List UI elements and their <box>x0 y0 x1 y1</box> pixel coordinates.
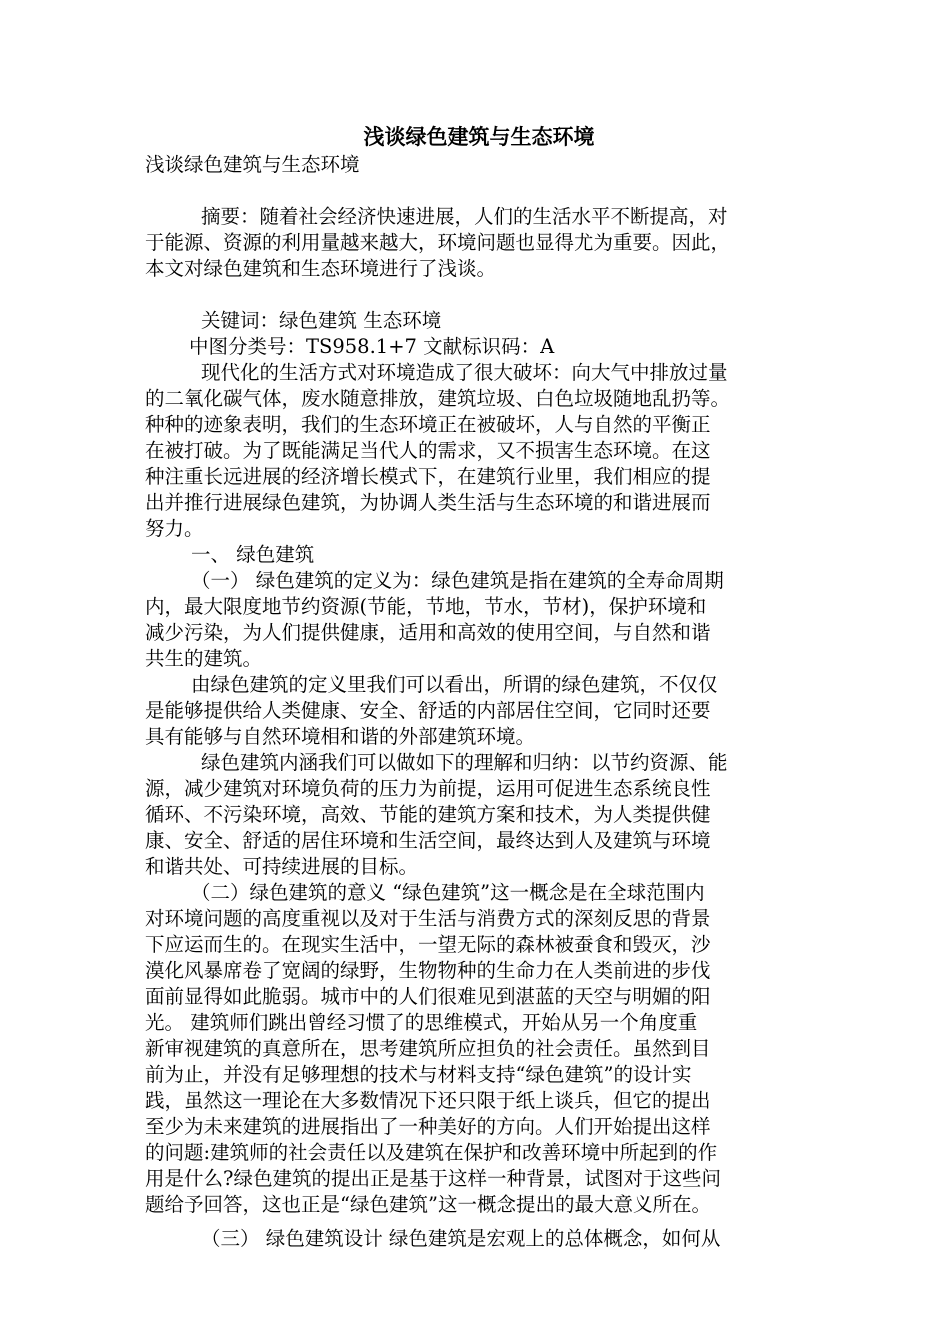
followup-line: 由绿色建筑的定义里我们可以看出，所谓的绿色建筑，不仅仅 <box>191 673 718 696</box>
definition-line: 共生的建筑。 <box>145 647 263 670</box>
significance-line: 前为止，并没有足够理想的技术与材料支持“绿色建筑”的设计实 <box>145 1063 692 1086</box>
significance-line: 面前显得如此脆弱。城市中的人们很难见到湛蓝的天空与明媚的阳 <box>145 985 711 1008</box>
significance-line: 题给予回答，这也正是“绿色建筑”这一概念提出的最大意义所在。 <box>145 1193 711 1216</box>
definition-line: 内，最大限度地节约资源(节能，节地，节水，节材)，保护环境和 <box>145 595 707 618</box>
intro-paragraph <box>145 360 813 542</box>
connotation-line: 和谐共处、可持续进展的目标。 <box>145 855 419 878</box>
abstract-line: 本文对绿色建筑和生态环境进行了浅谈。 <box>145 257 497 280</box>
section-heading: 一、 绿色建筑 <box>191 543 315 566</box>
significance-line: 对环境问题的高度重视以及对于生活与消费方式的深刻反思的背景 <box>145 907 711 930</box>
followup-line: 具有能够与自然环境相和谐的外部建筑环境。 <box>145 725 536 748</box>
intro-line: 种种的迹象表明，我们的生态环境正在被破坏，人与自然的平衡正 <box>145 413 711 436</box>
significance-line: 新审视建筑的真意所在，思考建筑所应担负的社会责任。虽然到目 <box>145 1037 711 1060</box>
definition-line: 减少污染，为人们提供健康，适用和高效的使用空间，与自然和谐 <box>145 621 711 644</box>
connotation-line: 源，减少建筑对环境负荷的压力为前提，运用可促进生态系统良性 <box>145 777 711 800</box>
keywords: 关键词：绿色建筑 生态环境 <box>201 309 442 332</box>
document-subtitle: 浅谈绿色建筑与生态环境 <box>145 153 360 176</box>
intro-line: 努力。 <box>145 517 204 540</box>
significance-line: （二）绿色建筑的意义 “绿色建筑”这一概念是在全球范围内 <box>191 881 705 904</box>
abstract <box>145 204 813 282</box>
connotation-line: 康、安全、舒适的居住环境和生活空间，最终达到人及建筑与环境 <box>145 829 711 852</box>
significance-line: 光。 建筑师们跳出曾经习惯了的思维模式，开始从另一个角度重 <box>145 1011 698 1034</box>
significance-line: 下应运而生的。在现实生活中，一望无际的森林被蚕食和毁灭，沙 <box>145 933 711 956</box>
definition-paragraph <box>145 568 813 672</box>
document-page <box>145 122 813 1252</box>
blank-line <box>145 178 813 204</box>
significance-paragraph <box>145 880 813 1218</box>
significance-line: 漠化风暴席卷了宽阔的绿野，生物物种的生命力在人类前进的步伐 <box>145 959 711 982</box>
document-title: 浅谈绿色建筑与生态环境 <box>363 124 595 149</box>
definition-line: （一） 绿色建筑的定义为：绿色建筑是指在建筑的全寿命周期 <box>191 569 724 592</box>
definition-followup-paragraph <box>145 672 813 750</box>
blank-line <box>145 1218 813 1226</box>
significance-line: 用是什么?绿色建筑的提出正是基于这样一种背景，试图对于这些问 <box>145 1167 721 1190</box>
design-line: （三） 绿色建筑设计 绿色建筑是宏观上的总体概念，如何从 <box>201 1227 721 1250</box>
intro-line: 现代化的生活方式对环境造成了很大破坏：向大气中排放过量 <box>201 361 728 384</box>
connotation-line: 循环、不污染环境，高效、节能的建筑方案和技术，为人类提供健 <box>145 803 711 826</box>
connotation-paragraph <box>145 750 813 880</box>
intro-line: 在被打破。为了既能满足当代人的需求，又不损害生态环境。在这 <box>145 439 711 462</box>
intro-line: 出并推行进展绿色建筑，为协调人类生活与生态环境的和谐进展而 <box>145 491 711 514</box>
significance-line: 践，虽然这一理论在大多数情况下还只限于纸上谈兵，但它的提出 <box>145 1089 711 1112</box>
connotation-line: 绿色建筑内涵我们可以做如下的理解和归纳：以节约资源、能 <box>201 751 728 774</box>
significance-line: 至少为未来建筑的进展指出了一种美好的方向。人们开始提出这样 <box>145 1115 711 1138</box>
abstract-line: 于能源、资源的利用量越来越大，环境问题也显得尤为重要。因此， <box>145 231 731 254</box>
followup-line: 是能够提供给人类健康、安全、舒适的内部居住空间，它同时还要 <box>145 699 711 722</box>
significance-line: 的问题:建筑师的社会责任以及建筑在保护和改善环境中所起到的作 <box>145 1141 718 1164</box>
intro-line: 的二氧化碳气体，废水随意排放，建筑垃圾、白色垃圾随地乱扔等。 <box>145 387 731 410</box>
classification-number: 中图分类号：TS958.1+7 文献标识码：A <box>189 335 555 358</box>
intro-line: 种注重长远进展的经济增长模式下，在建筑行业里，我们相应的提 <box>145 465 711 488</box>
blank-line <box>145 282 813 308</box>
abstract-line: 摘要：随着社会经济快速进展，人们的生活水平不断提高，对 <box>201 205 728 228</box>
